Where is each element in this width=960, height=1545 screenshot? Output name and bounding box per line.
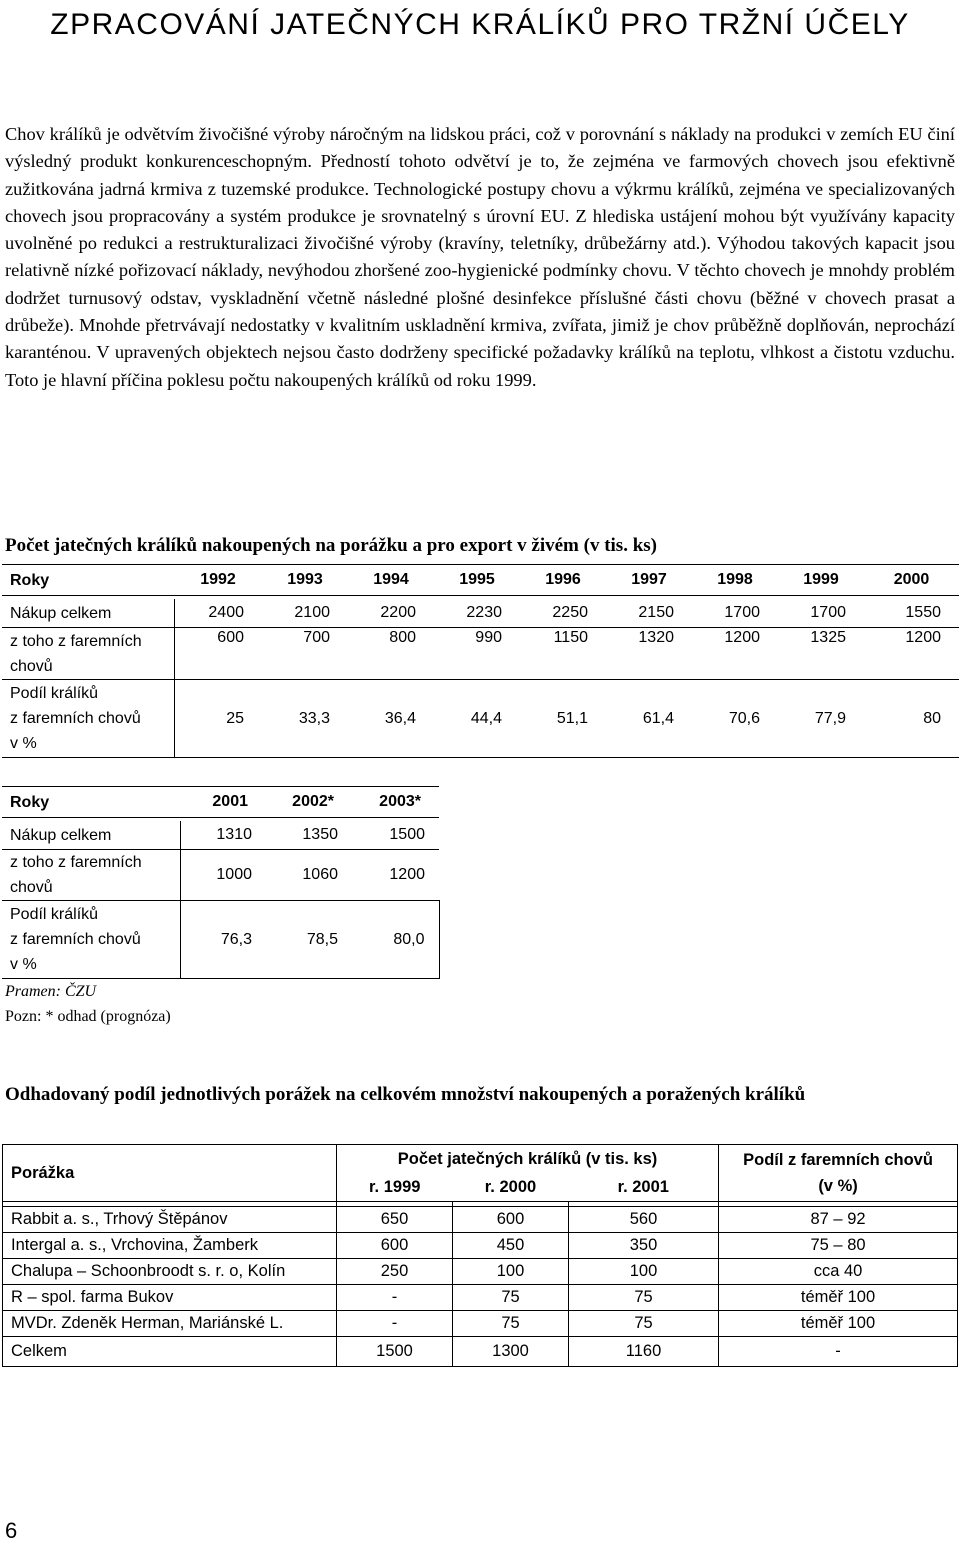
- value-cell: 75: [569, 1311, 719, 1337]
- table-row: [2, 599, 959, 628]
- slaughterhouse-name: MVDr. Zdeněk Herman, Mariánské L.: [3, 1311, 337, 1337]
- row-label: [2, 850, 180, 901]
- value-cell: 2100: [262, 599, 348, 628]
- section1-heading: Počet jatečných králíků nakoupených na porážku a pro export v živém (v tis. ks): [5, 535, 657, 556]
- value-cell: 1200: [864, 628, 959, 680]
- table-header-row: [2, 787, 439, 818]
- header-year: r. 1999: [337, 1173, 453, 1202]
- value-cell: 80,0: [352, 901, 439, 979]
- value-cell: 600: [337, 1233, 453, 1259]
- value-cell: 1300: [453, 1337, 569, 1367]
- value-cell: 61,4: [606, 680, 692, 758]
- purchase-table-2001-2003: [2, 786, 440, 979]
- share-cell: -: [719, 1337, 958, 1367]
- value-cell: 100: [453, 1259, 569, 1285]
- share-cell: téměř 100: [719, 1311, 958, 1337]
- year-cell: 2003*: [352, 787, 439, 818]
- value-cell: 1200: [352, 850, 439, 901]
- year-cell: 1996: [520, 565, 606, 596]
- value-cell: -: [337, 1285, 453, 1311]
- value-cell: 1700: [778, 599, 864, 628]
- value-cell: 1700: [692, 599, 778, 628]
- share-cell: cca 40: [719, 1259, 958, 1285]
- value-cell: 2150: [606, 599, 692, 628]
- value-cell: 1310: [180, 821, 266, 850]
- slaughterhouse-name: Intergal a. s., Vrchovina, Žamberk: [3, 1233, 337, 1259]
- slaughterhouse-share-table: [2, 1144, 958, 1367]
- value-cell: 70,6: [692, 680, 778, 758]
- slaughterhouse-name: Rabbit a. s., Trhový Štěpánov: [3, 1207, 337, 1233]
- share-cell: 75 – 80: [719, 1233, 958, 1259]
- value-cell: 990: [434, 628, 520, 680]
- value-cell: 650: [337, 1207, 453, 1233]
- header-label: Roky: [2, 565, 174, 596]
- value-cell: 1150: [520, 628, 606, 680]
- share-cell: téměř 100: [719, 1285, 958, 1311]
- row-label-line: v %: [10, 956, 37, 973]
- row-label-line: z faremních chovů: [10, 710, 141, 727]
- year-cell: 1995: [434, 565, 520, 596]
- table-header-row: [2, 565, 959, 596]
- value-cell: 75: [453, 1311, 569, 1337]
- value-cell: 51,1: [520, 680, 606, 758]
- slaughterhouse-name: Chalupa – Schoonbroodt s. r. o, Kolín: [3, 1259, 337, 1285]
- row-label-line: z toho z faremních: [10, 854, 142, 871]
- row-label-line: Podíl králíků: [10, 906, 99, 923]
- value-cell: 1350: [266, 821, 352, 850]
- value-cell: 600: [174, 628, 262, 680]
- value-cell: 1000: [180, 850, 266, 901]
- header-share: [719, 1145, 958, 1202]
- value-cell: 2400: [174, 599, 262, 628]
- value-cell: 36,4: [348, 680, 434, 758]
- row-label-line: z toho z faremních: [10, 633, 142, 650]
- value-cell: 77,9: [778, 680, 864, 758]
- value-cell: 80: [864, 680, 959, 758]
- section2-heading: Odhadovaný podíl jednotlivých porážek na celkovém množství nakoupených a poražených králíků: [5, 1084, 806, 1105]
- year-cell: 1998: [692, 565, 778, 596]
- value-cell: 33,3: [262, 680, 348, 758]
- value-cell: 1160: [569, 1337, 719, 1367]
- year-cell: 1992: [174, 565, 262, 596]
- value-cell: 75: [569, 1285, 719, 1311]
- year-cell: 2001: [180, 787, 266, 818]
- value-cell: 78,5: [266, 901, 352, 979]
- table-row: [3, 1233, 958, 1259]
- value-cell: 250: [337, 1259, 453, 1285]
- value-cell: 1060: [266, 850, 352, 901]
- value-cell: 2250: [520, 599, 606, 628]
- header-slaughter: Porážka: [3, 1145, 337, 1202]
- header-label: Roky: [2, 787, 180, 818]
- row-label-line: chovů: [10, 658, 53, 675]
- value-cell: 44,4: [434, 680, 520, 758]
- share-cell: 87 – 92: [719, 1207, 958, 1233]
- table-row: [2, 821, 439, 850]
- value-cell: 1320: [606, 628, 692, 680]
- row-label: [2, 901, 180, 979]
- value-cell: 1500: [352, 821, 439, 850]
- table-row-total: [3, 1337, 958, 1367]
- year-cell: 2002*: [266, 787, 352, 818]
- value-cell: 800: [348, 628, 434, 680]
- table-row: [3, 1207, 958, 1233]
- row-label: [2, 680, 174, 758]
- header-share-line: (v %): [818, 1177, 858, 1195]
- value-cell: 76,3: [180, 901, 266, 979]
- value-cell: -: [337, 1311, 453, 1337]
- row-label-line: chovů: [10, 879, 53, 896]
- value-cell: 350: [569, 1233, 719, 1259]
- table-row: [2, 850, 439, 901]
- header-year: r. 2001: [569, 1173, 719, 1202]
- table-row: [2, 680, 959, 758]
- value-cell: 1550: [864, 599, 959, 628]
- purchase-table-1992-2000: [2, 564, 959, 758]
- row-label: Nákup celkem: [2, 821, 180, 850]
- value-cell: 560: [569, 1207, 719, 1233]
- year-cell: 1994: [348, 565, 434, 596]
- value-cell: 700: [262, 628, 348, 680]
- page-number: 6: [5, 1518, 18, 1543]
- value-cell: 2230: [434, 599, 520, 628]
- value-cell: 1325: [778, 628, 864, 680]
- header-count-group: Počet jatečných králíků (v tis. ks): [337, 1145, 719, 1174]
- year-cell: 1997: [606, 565, 692, 596]
- value-cell: 2200: [348, 599, 434, 628]
- estimate-note: Pozn: * odhad (prognóza): [5, 1008, 171, 1025]
- header-year: r. 2000: [453, 1173, 569, 1202]
- table-row: [3, 1259, 958, 1285]
- row-label-line: v %: [10, 735, 37, 752]
- table-header-row: [3, 1145, 958, 1174]
- row-label-line: Podíl králíků: [10, 685, 99, 702]
- row-label: Nákup celkem: [2, 599, 174, 628]
- year-cell: 2000: [864, 565, 959, 596]
- intro-paragraph: Chov králíků je odvětvím živočišné výroby náročným na lidskou práci, což v porovnání s náklady na produkci v zemích EU činí výsledný produkt konkurenceschopným. Předností tohoto odvětví je to, že zejména ve farmových chovech jsou efektivně zužitkována jadrná krmiva z tuzemské produkce. Technologické postupy chovu a výkrmu králíků, zejména ve specializovaných chovech jsou propracovány a systém produkce je srovnatelný s úrovní EU. Z hlediska ustájení mohou být využívány kapacity uvolněné po redukci a restrukturalizaci živočišné výroby (kravíny, teletníky, drůbežárny atd.). Výhodou takových kapacit jsou relativně nízké pořizovací náklady, nevýhodou zhoršené zoo-hygienické podmínky chovu. V těchto chovech je mnohdy problém dodržet turnusový odstav, vyskladnění včetně následné plošné desinfekce příslušné části chovu (běžné v chovech prasat a drůbeže). Mnohde přetrvávají nedostatky v kvalitním uskladnění krmiva, zvířata, jimiž je chov průběžně doplňován, neprochází karanténou. V upravených objektech nejsou často dodrženy specifické požadavky králíků na teplotu, vlhkost a čistotu vzduchu. Toto je hlavní příčina poklesu počtu nakoupených králíků od roku 1999.: [5, 124, 955, 390]
- value-cell: 25: [174, 680, 262, 758]
- table-row: [3, 1311, 958, 1337]
- table-row: [2, 901, 439, 979]
- source-note: Pramen: ČZU: [5, 983, 97, 1000]
- page-title: ZPRACOVÁNÍ JATEČNÝCH KRÁLÍKŮ PRO TRŽNÍ ÚČELY: [50, 8, 910, 41]
- table-row: [2, 628, 959, 680]
- row-label-line: z faremních chovů: [10, 931, 141, 948]
- year-cell: 1999: [778, 565, 864, 596]
- row-label: [2, 628, 174, 680]
- value-cell: 75: [453, 1285, 569, 1311]
- value-cell: 450: [453, 1233, 569, 1259]
- value-cell: 600: [453, 1207, 569, 1233]
- slaughterhouse-name: Celkem: [3, 1337, 337, 1367]
- slaughterhouse-name: R – spol. farma Bukov: [3, 1285, 337, 1311]
- header-share-line: Podíl z faremních chovů: [743, 1151, 933, 1169]
- value-cell: 100: [569, 1259, 719, 1285]
- value-cell: 1200: [692, 628, 778, 680]
- table-row: [3, 1285, 958, 1311]
- year-cell: 1993: [262, 565, 348, 596]
- value-cell: 1500: [337, 1337, 453, 1367]
